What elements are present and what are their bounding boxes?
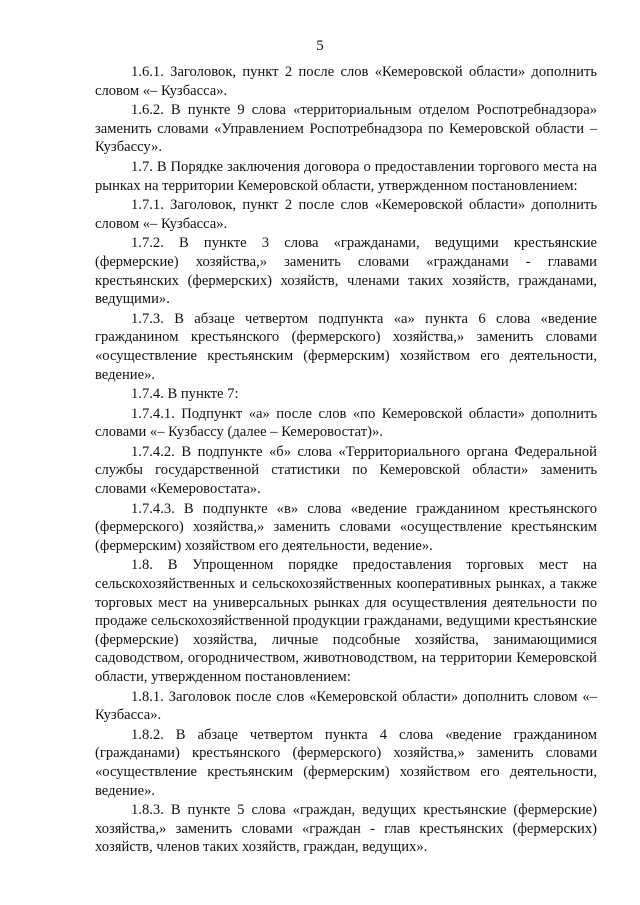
paragraph-1-7-2: 1.7.2. В пункте 3 слова «гражданами, ведущими крестьянские (фермерские) хозяйства,» заменить словами «гражданами - главами крестьянских (фермерских) хозяйств, членами таких хозяйств, гражданами, ведущими». <box>95 235 597 308</box>
paragraph-1-7-4-3: 1.7.4.3. В подпункте «в» слова «ведение гражданином крестьянского (фермерского) хозяйства,» заменить словами «осуществление крестьянским (фермерским) хозяйством его деятельности, ведение». <box>95 500 597 554</box>
paragraph-1-8-1: 1.8.1. Заголовок после слов «Кемеровской области» дополнить словом «– Кузбасса». <box>95 688 597 724</box>
paragraph-1-7-4-2: 1.7.4.2. В подпункте «б» слова «Территориального органа Федеральной службы государственной статистики по Кемеровской области» заменить словами «Кемеровостата». <box>95 443 597 498</box>
paragraph-1-7-4: 1.7.4. В пункте 7: <box>131 386 239 403</box>
paragraph-1-8: 1.8. В Упрощенном порядке предоставления торговых мест на сельскохозяйственных и сельскохозяйственных кооперативных рынках, а также торговых мест на универсальных рынках для осуществления деятельности по продаже сельскохозяйственной продукции гражданами, ведущими крестьянские (фермерские) хозяйства, личные подсобные хозяйства, занимающимися садоводством, огородничеством, животноводством, на территории Кемеровской области, утвержденном постановлением: <box>95 557 597 685</box>
paragraph-1-6-1: 1.6.1. Заголовок, пункт 2 после слов «Кемеровской области» дополнить словом «– Кузбасса». <box>95 64 597 99</box>
paragraph-1-8-2: 1.8.2. В абзаце четвертом пункта 4 слова «ведение гражданином (гражданами) крестьянского (фермерского) хозяйства,» заменить словами «осуществление крестьянским (фермерским) хозяйством его деятельности, ведение». <box>95 726 597 799</box>
page-number: 5 <box>316 38 324 54</box>
paragraph-1-6-2: 1.6.2. В пункте 9 слова «территориальным отделом Роспотребнадзора» заменить словами «Управлением Роспотребнадзора по Кемеровской области – Кузбассу». <box>95 102 597 156</box>
paragraph-1-7-4-1: 1.7.4.1. Подпункт «а» после слов «по Кемеровской области» дополнить словами «– Кузбассу (далее – Кемеровостат)». <box>95 405 597 441</box>
paragraph-1-7-1: 1.7.1. Заголовок, пункт 2 после слов «Кемеровской области» дополнить словом «– Кузбасса». <box>95 197 597 232</box>
paragraph-1-7-3: 1.7.3. В абзаце четвертом подпункта «а» пункта 6 слова «ведение гражданином крестьянского (фермерского) хозяйства,» заменить словами «осуществление крестьянским (фермерским) хозяйством его деятельности, ведение». <box>95 310 597 383</box>
paragraph-1-8-3: 1.8.3. В пункте 5 слова «граждан, ведущих крестьянские (фермерские) хозяйства,» заменить словами «граждан - глав крестьянских (фермерских) хозяйств, членов таких хозяйств, граждан, ведущих». <box>95 802 597 856</box>
paragraph-1-7: 1.7. В Порядке заключения договора о предоставлении торгового места на рынках на территории Кемеровской области, утвержденном постановлением: <box>95 158 597 194</box>
document-body <box>95 63 597 857</box>
